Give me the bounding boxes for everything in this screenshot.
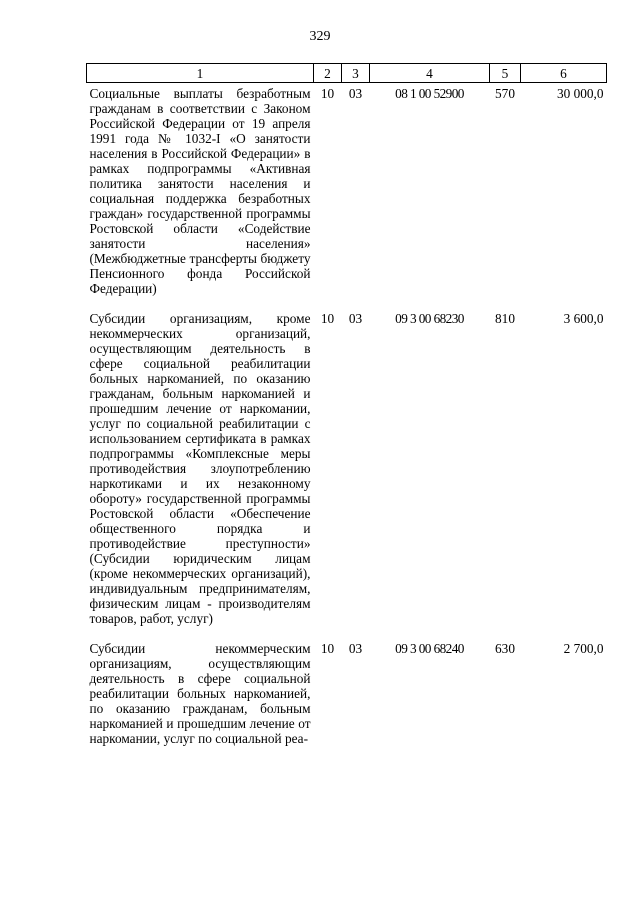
row-amount: 2 700,0: [563, 641, 604, 656]
row-section: 10: [320, 86, 335, 101]
row-amount: 30 000,0: [556, 86, 604, 101]
table-row: [87, 83, 607, 309]
row-section: 10: [320, 311, 335, 326]
row-target-article: 09 3 00 68230: [395, 311, 464, 326]
header-col-2: 2: [314, 64, 342, 83]
header-col-3: 3: [342, 64, 370, 83]
row-description: Социальные выплаты безработным гражданам в соответствии с Законом Российской Федерации от 19 апреля 1991 года № 1032-I «О занятости населения в Российской Федерации» в рамках подпрограммы «Активная политика занятости населения и социальная поддержка безработных граждан» государственной программы Ростовской области «Содействие занятости населения» (Межбюджетные трансферты бюджету Пенсионного фонда Российской Федерации): [89, 86, 311, 296]
header-col-6: 6: [521, 64, 607, 83]
header-col-1: 1: [87, 64, 314, 83]
row-description: Субсидии некоммерческим организациям, осуществляющим деятельность в сфере социальной реабилитации больных наркоманией, по оказанию гражданам, больным наркоманией и прошедшим лечение от наркомании, услуг по социальной реа-: [89, 641, 311, 746]
row-expense-type: 810: [495, 311, 515, 326]
row-subsection: 03: [348, 86, 363, 101]
budget-table: [86, 63, 607, 746]
row-section: 10: [320, 641, 335, 656]
table-row: [87, 638, 607, 746]
header-col-4: 4: [370, 64, 490, 83]
row-expense-type: 570: [495, 86, 515, 101]
row-target-article: 08 1 00 52900: [395, 86, 464, 101]
row-expense-type: 630: [495, 641, 515, 656]
row-amount: 3 600,0: [563, 311, 604, 326]
header-col-5: 5: [490, 64, 521, 83]
row-subsection: 03: [348, 311, 363, 326]
row-subsection: 03: [348, 641, 363, 656]
page-number: 329: [309, 29, 331, 44]
row-description: Субсидии организациям, кроме некоммерческих организаций, осуществляющим деятельность в сфере социальной реабилитации больных наркоманией, по оказанию гражданам, больным наркоманией и прошедшим лечение от наркомании, услуг по социальной реабилитации с использованием сертификата в рамках подпрограммы «Комплексные меры противодействия злоупотреблению наркотиками и их незаконному обороту» государственной программы Ростовской области «Обеспечение общественного порядка и противодействие преступности» (Субсидии юридическим лицам (кроме некоммерческих организаций), индивидуальным предпринимателям, физическим лицам - производителям товаров, работ, услуг): [89, 311, 311, 626]
table-header-row: [87, 64, 607, 83]
row-target-article: 09 3 00 68240: [395, 641, 464, 656]
table-row: [87, 308, 607, 638]
